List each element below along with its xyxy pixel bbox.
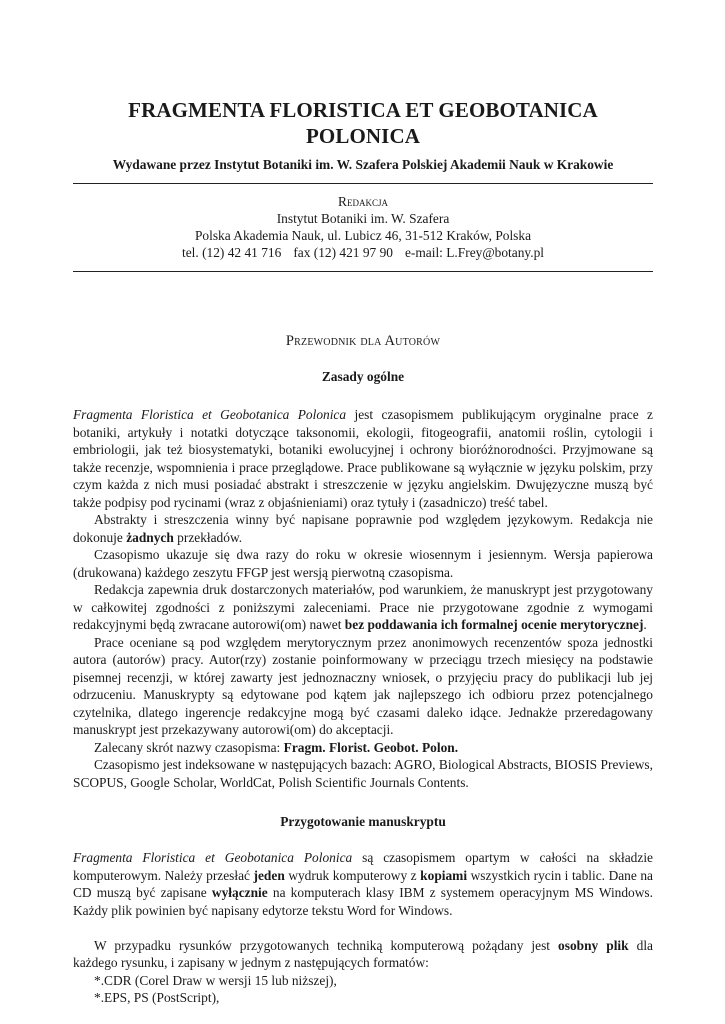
format-item-cdr: *.CDR (Corel Draw w wersji 15 lub niższej), — [94, 972, 337, 988]
institute-address: Polska Akademia Nauk, ul. Lubicz 46, 31-512 Kraków, Polska — [194, 228, 532, 243]
authors-guide-title: Przewodnik dla Autorów — [285, 333, 441, 349]
paragraph-abstracts: Abstrakty i streszczenia winny być napisane poprawnie pod względem językowym. Redakcja nie dokonuje żadnych przekładów. — [73, 512, 653, 545]
section-heading-general: Zasady ogólne — [321, 369, 405, 384]
journal-title — [73, 97, 653, 149]
editorial-office-label: Redakcja — [338, 194, 388, 209]
paragraph-indexing: Czasopismo jest indeksowane w następujących bazach: AGRO, Biological Abstracts, BIOSIS Previews, SCOPUS, Google Scholar, WorldCat, Polish Scientific Journals Contents. — [73, 757, 653, 790]
paragraph-abbreviation: Zalecany skrót nazwy czasopisma: Fragm. Florist. Geobot. Polon. — [94, 739, 459, 755]
document-page — [73, 0, 653, 1007]
section-heading-manuscript: Przygotowanie manuskryptu — [280, 814, 446, 829]
paragraph-figures: W przypadku rysunków przygotowanych techniką komputerową pożądany jest osobny plik dla każdego rysunku, i zapisany w jednym z następujących formatów: — [73, 937, 653, 970]
email: e-mail: L.Frey@botany.pl — [404, 245, 544, 260]
publisher-subtitle: Wydawane przez Instytut Botaniki im. W. Szafera Polskiej Akademii Nauk w Krakowie — [112, 157, 614, 172]
bottom-divider — [73, 271, 653, 272]
format-item-eps: *.EPS, PS (PostScript), — [94, 990, 220, 1005]
paragraph-requirements: Redakcja zapewnia druk dostarczonych materiałów, pod warunkiem, że manuskrypt jest przygotowany w całkowitej zgodności z poniższymi zaleceniami. Prace nie przygotowane zgodnie z wymogami redakcyjnymi będą zwracane autorowi(om) nawet bez poddawania ich formalnej ocenie merytorycznej. — [73, 582, 653, 632]
journal-title-line1: FRAGMENTA FLORISTICA ET GEOBOTANICA — [128, 98, 598, 122]
journal-title-line2: POLONICA — [306, 124, 420, 148]
paragraph-frequency: Czasopismo ukazuje się dwa razy do roku w okresie wiosennym i jesiennym. Wersja papierowa (drukowana) każdego zeszytu FFGP jest wersją pierwotną czasopisma. — [73, 547, 653, 580]
journal-name-italic: Fragmenta Floristica et Geobotanica Polonica — [73, 407, 347, 422]
fax: fax (12) 421 97 90 — [293, 245, 393, 260]
institute-name: Instytut Botaniki im. W. Szafera — [276, 211, 450, 226]
editorial-office-block — [73, 184, 653, 271]
paragraph-scope: Fragmenta Floristica et Geobotanica Polonica jest czasopismem publikującym oryginalne prace z botaniki, artykuły i notatki dotyczące taksonomii, ekologii, fitogeografii, anatomii roślin, cytologii i embriologii, jak też biosystematyki, botaniki ewolucyjnej i ochrony bioróżnorodności. Przyjmowane są także recenzje, wspomnienia i prace przeglądowe. Prace publikowane są wyłącznie w języku polskim, przy czym każda z nich musi posiadać abstrakt i streszczenie w języku angielskim. Dwujęzyczne muszą być także podpisy pod rycinami (wraz z objaśnieniami) oraz tytuły i (zasadniczo) treść tabel. — [73, 407, 653, 510]
paragraph-manuscript-format: Fragmenta Floristica et Geobotanica Polonica są czasopismem opartym w całości na składzie komputerowym. Należy przesłać jeden wydruk komputerowy z kopiami wszystkich rycin i tablic. Dane na CD muszą być zapisane wyłącznie na komputerach klasy IBM z systemem operacyjnym MS Windows. Każdy plik powinien być napisany edytorze tekstu Word for Windows. — [73, 850, 653, 918]
telephone: tel. (12) 42 41 716 — [182, 245, 282, 260]
journal-name-italic: Fragmenta Floristica et Geobotanica Polonica — [73, 850, 353, 865]
contact-line — [73, 244, 653, 261]
paragraph-review: Prace oceniane są pod względem merytorycznym przez anonimowych recenzentów spoza jednostki autora (autorów) pracy. Autor(rzy) zostanie poinformowany w przeciągu trzech miesięcy na podstawie pisemnej recenzji, w której zawarty jest jednoznaczny wniosek, o przyjęciu pracy do publikacji lub jej odrzuceniu. Manuskrypty są edytowane pod kątem jak najlepszego ich odbioru przez potencjalnego czytelnika, dlatego ingerencje redakcyjne mogą być czasami daleko idące. Jednakże przeredagowany manuskrypt jest przekazywany autorowi(om) do akceptacji. — [73, 634, 653, 737]
